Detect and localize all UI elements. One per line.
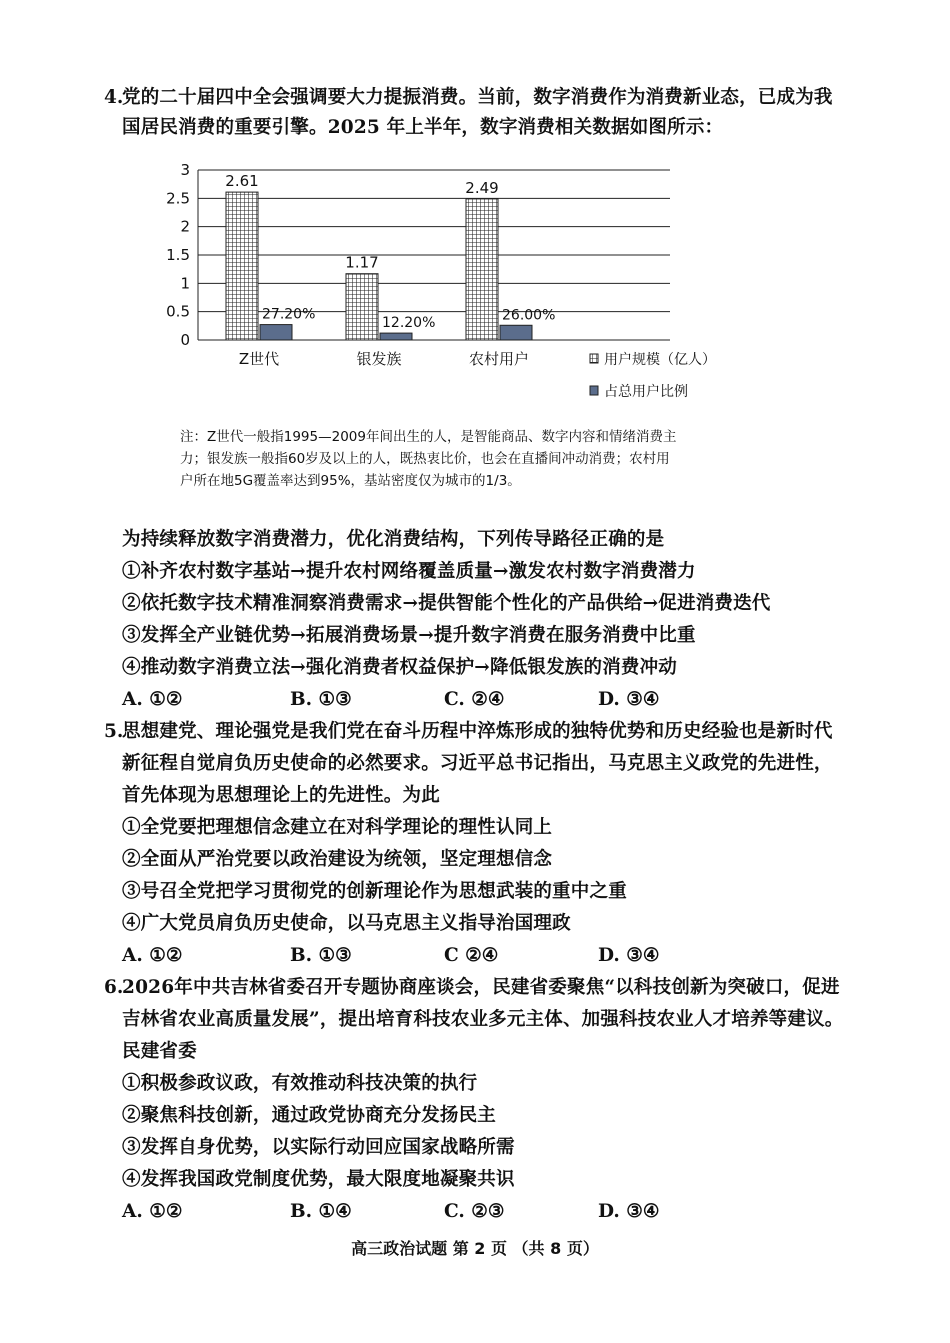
q6-stem-line-2: 吉林省农业高质量发展”，提出培育科技农业多元主体、加强科技农业人才培养等建议。 xyxy=(122,1009,844,1030)
q5-stem-line-1: 思想建党、理论强党是我们党在奋斗历程中淬炼形成的独特优势和历史经验也是新时代 xyxy=(122,721,833,742)
q6-option-d[interactable]: D. ③④ xyxy=(598,1201,660,1222)
bar-user-scale xyxy=(226,192,258,340)
y-tick-label: 2 xyxy=(180,217,190,236)
legend-label: 用户规模（亿人） xyxy=(604,352,716,368)
bar-data-label: 26.00% xyxy=(502,307,556,324)
bar-user-share xyxy=(260,325,292,340)
q5-stem-line-2: 新征程自觉肩负历史使命的必然要求。习近平总书记指出，马克思主义政党的先进性， xyxy=(122,753,833,774)
page-footer: 高三政治试题 第 2 页 （共 8 页） xyxy=(351,1239,599,1258)
q5-item-2: ②全面从严治党要以政治建设为统领，坚定理想信念 xyxy=(122,849,553,870)
q4-item-3: ③发挥全产业链优势→拓展消费场景→提升数字消费在服务消费中比重 xyxy=(122,625,696,646)
legend-swatch xyxy=(590,386,598,395)
q6-item-1: ①积极参政议政，有效推动科技决策的执行 xyxy=(122,1073,478,1094)
y-tick-label: 1 xyxy=(180,274,190,293)
y-tick-label: 0.5 xyxy=(166,302,190,321)
legend-label: 占总用户比例 xyxy=(604,384,688,400)
q6-item-2: ②聚焦科技创新，通过政党协商充分发扬民主 xyxy=(122,1105,497,1126)
bar-user-scale xyxy=(466,199,498,340)
q5-item-1: ①全党要把理想信念建立在对科学理论的理性认同上 xyxy=(122,817,553,838)
q4-option-c[interactable]: C. ②④ xyxy=(444,689,505,710)
q6-option-c[interactable]: C. ②③ xyxy=(444,1201,505,1222)
q4-item-2: ②依托数字技术精准洞察消费需求→提供智能个性化的产品供给→促进消费迭代 xyxy=(122,593,771,614)
q5-number: 5. xyxy=(104,721,124,742)
q4-stem-line-2: 国居民消费的重要引擎。2025 年上半年，数字消费相关数据如图所示： xyxy=(122,117,724,138)
y-tick-label: 0 xyxy=(180,331,190,349)
bar-user-share xyxy=(380,333,412,340)
x-tick-label: 农村用户 xyxy=(468,350,530,368)
q6-stem-line-3: 民建省委 xyxy=(122,1041,197,1062)
bar-chart xyxy=(160,158,740,418)
q6-option-a[interactable]: A. ①② xyxy=(122,1201,183,1222)
q5-item-3: ③号召全党把学习贯彻党的创新理论作为思想武装的重中之重 xyxy=(122,881,627,902)
q4-option-b[interactable]: B. ①③ xyxy=(290,689,352,710)
q6-item-4: ④发挥我国政党制度优势，最大限度地凝聚共识 xyxy=(122,1169,515,1190)
q5-item-4: ④广大党员肩负历史使命，以马克思主义指导治国理政 xyxy=(122,913,571,934)
q4-item-1: ①补齐农村数字基站→提升农村网络覆盖质量→激发农村数字消费潜力 xyxy=(122,561,696,582)
x-tick-label: Z世代 xyxy=(238,350,280,368)
y-tick-label: 1.5 xyxy=(166,246,190,264)
q5-option-c[interactable]: C ②④ xyxy=(444,945,499,966)
q4-number: 4. xyxy=(104,87,124,108)
q4-question: 为持续释放数字消费潜力，优化消费结构，下列传导路径正确的是 xyxy=(122,529,665,550)
q5-option-d[interactable]: D. ③④ xyxy=(598,945,660,966)
bar-user-share xyxy=(500,325,532,340)
q4-note-line-2: 力；银发族一般指60岁及以上的人，既热衷比价，也会在直播间冲动消费；农村用 xyxy=(180,451,670,467)
y-tick-label: 3 xyxy=(180,161,190,179)
y-tick-label: 2.5 xyxy=(166,189,190,208)
q6-number: 6. xyxy=(104,977,124,998)
x-tick-label: 银发族 xyxy=(356,350,402,368)
q6-option-b[interactable]: B. ①④ xyxy=(290,1201,352,1222)
q4-chart xyxy=(160,158,740,418)
bar-data-label: 27.20% xyxy=(262,306,316,323)
bar-data-label: 2.61 xyxy=(225,172,259,191)
bar-data-label: 1.17 xyxy=(345,253,379,272)
q4-item-4: ④推动数字消费立法→强化消费者权益保护→降低银发族的消费冲动 xyxy=(122,657,678,678)
q4-stem-line-1: 党的二十届四中全会强调要大力提振消费。当前，数字消费作为消费新业态，已成为我 xyxy=(122,87,833,108)
q4-option-d[interactable]: D. ③④ xyxy=(598,689,660,710)
q5-option-a[interactable]: A. ①② xyxy=(122,945,183,966)
bar-data-label: 2.49 xyxy=(465,178,499,197)
q5-option-b[interactable]: B. ①③ xyxy=(290,945,352,966)
q5-stem-line-3: 首先体现为思想理论上的先进性。为此 xyxy=(122,785,440,806)
bar-data-label: 12.20% xyxy=(382,315,436,332)
q6-item-3: ③发挥自身优势，以实际行动回应国家战略所需 xyxy=(122,1137,515,1158)
legend-swatch xyxy=(590,354,598,363)
q4-note-line-3: 户所在地5G覆盖率达到95%，基站密度仅为城市的1/3。 xyxy=(180,473,521,489)
q4-option-a[interactable]: A. ①② xyxy=(122,689,183,710)
q4-note-line-1: 注：Z世代一般指1995—2009年间出生的人，是智能商品、数字内容和情绪消费主 xyxy=(180,429,677,445)
bar-user-scale xyxy=(346,274,378,340)
q6-stem-line-1: 2026年中共吉林省委召开专题协商座谈会，民建省委聚焦“以科技创新为突破口，促进 xyxy=(122,977,840,998)
